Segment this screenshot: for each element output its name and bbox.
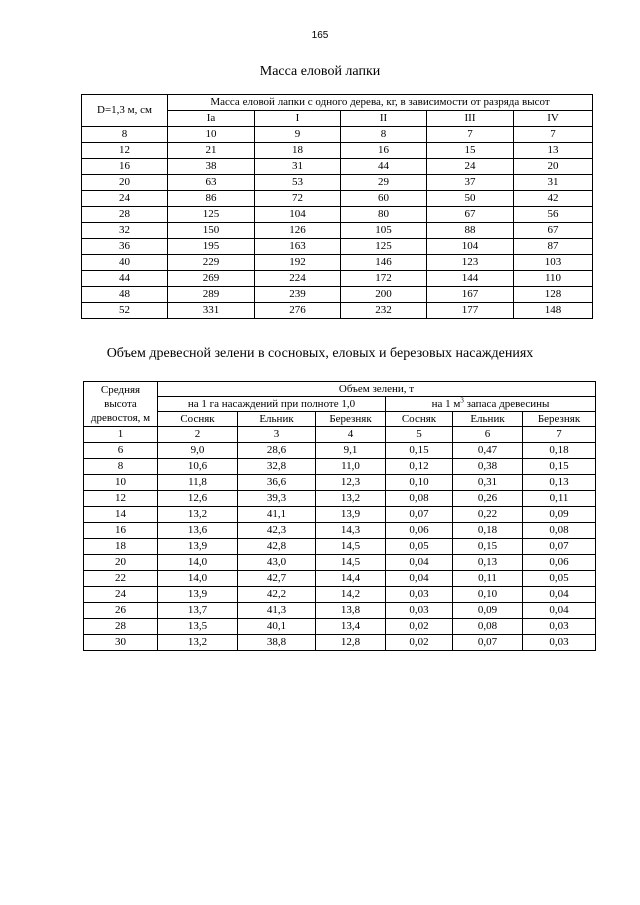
table-row bbox=[84, 539, 596, 555]
table-cell: 0,05 bbox=[386, 539, 453, 555]
table-cell: 42,7 bbox=[238, 571, 316, 587]
table-cell: 0,22 bbox=[453, 507, 523, 523]
table-cell: 192 bbox=[255, 255, 341, 271]
subgroup-prefix: на 1 м bbox=[431, 398, 461, 410]
table-cell: 13,8 bbox=[316, 603, 386, 619]
table1-row-header: D=1,3 м, см bbox=[82, 95, 168, 127]
table-cell: 30 bbox=[84, 635, 158, 651]
table-cell: 229 bbox=[168, 255, 255, 271]
table-cell: 52 bbox=[82, 303, 168, 319]
table1-col-header: Iа bbox=[168, 111, 255, 127]
table-cell: 0,03 bbox=[523, 619, 596, 635]
table-cell: 0,09 bbox=[453, 603, 523, 619]
table-cell: 0,18 bbox=[523, 443, 596, 459]
column-number-cell: 4 bbox=[316, 427, 386, 443]
subgroup-suffix: запаса древесины bbox=[463, 398, 550, 410]
table-cell: 150 bbox=[168, 223, 255, 239]
table-cell: 42,3 bbox=[238, 523, 316, 539]
table-cell: 28,6 bbox=[238, 443, 316, 459]
table-cell: 42,8 bbox=[238, 539, 316, 555]
table-cell: 103 bbox=[514, 255, 593, 271]
table-cell: 0,04 bbox=[523, 603, 596, 619]
table1-col-header: IV bbox=[514, 111, 593, 127]
table-cell: 42 bbox=[514, 191, 593, 207]
table2-subgroup-per-hectare: на 1 га насаждений при полноте 1,0 bbox=[158, 397, 386, 412]
spruce-branch-mass-table bbox=[81, 94, 593, 319]
table-cell: 125 bbox=[341, 239, 427, 255]
table-cell: 22 bbox=[84, 571, 158, 587]
table-row bbox=[82, 207, 593, 223]
table-cell: 14,2 bbox=[316, 587, 386, 603]
table-cell: 172 bbox=[341, 271, 427, 287]
column-number-cell: 1 bbox=[84, 427, 158, 443]
table-cell: 12,6 bbox=[158, 491, 238, 507]
table-cell: 13 bbox=[514, 143, 593, 159]
table-cell: 16 bbox=[84, 523, 158, 539]
table-cell: 14,4 bbox=[316, 571, 386, 587]
table-cell: 128 bbox=[514, 287, 593, 303]
table-cell: 7 bbox=[427, 127, 514, 143]
table-cell: 24 bbox=[82, 191, 168, 207]
table-row bbox=[84, 635, 596, 651]
table-cell: 24 bbox=[427, 159, 514, 175]
table-cell: 9,0 bbox=[158, 443, 238, 459]
column-number-row bbox=[84, 427, 596, 443]
table-cell: 38,8 bbox=[238, 635, 316, 651]
table-cell: 53 bbox=[255, 175, 341, 191]
table-cell: 6 bbox=[84, 443, 158, 459]
table2-row-header bbox=[84, 382, 158, 427]
table-cell: 123 bbox=[427, 255, 514, 271]
table2-subgroup-per-cubic-meter bbox=[386, 397, 596, 412]
table-cell: 0,15 bbox=[453, 539, 523, 555]
table1-group-header: Масса еловой лапки с одного дерева, кг, в зависимости от разряда высот bbox=[168, 95, 593, 111]
table-cell: 167 bbox=[427, 287, 514, 303]
table-cell: 0,47 bbox=[453, 443, 523, 459]
table-cell: 29 bbox=[341, 175, 427, 191]
table-cell: 0,15 bbox=[386, 443, 453, 459]
table-cell: 32,8 bbox=[238, 459, 316, 475]
table2-row-header-line: высота bbox=[104, 398, 137, 410]
table-cell: 11,8 bbox=[158, 475, 238, 491]
table-cell: 13,2 bbox=[158, 507, 238, 523]
table-cell: 0,08 bbox=[386, 491, 453, 507]
table-cell: 0,09 bbox=[523, 507, 596, 523]
table-cell: 0,02 bbox=[386, 635, 453, 651]
table2-species-header: Ельник bbox=[453, 412, 523, 427]
table-cell: 24 bbox=[84, 587, 158, 603]
table-cell: 0,02 bbox=[386, 619, 453, 635]
table-cell: 224 bbox=[255, 271, 341, 287]
table-cell: 86 bbox=[168, 191, 255, 207]
table-cell: 20 bbox=[82, 175, 168, 191]
table-cell: 0,04 bbox=[386, 555, 453, 571]
table-cell: 126 bbox=[255, 223, 341, 239]
table-row bbox=[84, 571, 596, 587]
table-cell: 269 bbox=[168, 271, 255, 287]
table-cell: 7 bbox=[514, 127, 593, 143]
table-cell: 13,9 bbox=[158, 539, 238, 555]
table-cell: 36 bbox=[82, 239, 168, 255]
table-row bbox=[84, 619, 596, 635]
table-cell: 44 bbox=[341, 159, 427, 175]
table-cell: 104 bbox=[255, 207, 341, 223]
table-cell: 0,03 bbox=[523, 635, 596, 651]
column-number-cell: 2 bbox=[158, 427, 238, 443]
table-cell: 42,2 bbox=[238, 587, 316, 603]
page-number: 165 bbox=[311, 30, 329, 41]
table-cell: 14,5 bbox=[316, 555, 386, 571]
table-row bbox=[82, 223, 593, 239]
table-cell: 331 bbox=[168, 303, 255, 319]
table-row bbox=[82, 191, 593, 207]
table-cell: 41,1 bbox=[238, 507, 316, 523]
table-cell: 0,03 bbox=[386, 603, 453, 619]
table2-species-header: Сосняк bbox=[386, 412, 453, 427]
table-cell: 0,26 bbox=[453, 491, 523, 507]
table-cell: 9,1 bbox=[316, 443, 386, 459]
table-cell: 144 bbox=[427, 271, 514, 287]
table-cell: 16 bbox=[341, 143, 427, 159]
table2-species-header: Ельник bbox=[238, 412, 316, 427]
table-cell: 10,6 bbox=[158, 459, 238, 475]
table-cell: 12 bbox=[84, 491, 158, 507]
table2-row-header-line: Средняя bbox=[100, 384, 141, 396]
table1-body bbox=[82, 127, 593, 319]
table-cell: 8 bbox=[84, 459, 158, 475]
table-cell: 88 bbox=[427, 223, 514, 239]
table-cell: 8 bbox=[341, 127, 427, 143]
table-cell: 195 bbox=[168, 239, 255, 255]
table-cell: 32 bbox=[82, 223, 168, 239]
table-cell: 163 bbox=[255, 239, 341, 255]
table-cell: 31 bbox=[514, 175, 593, 191]
table-row bbox=[84, 443, 596, 459]
table-cell: 0,11 bbox=[453, 571, 523, 587]
table-cell: 14 bbox=[84, 507, 158, 523]
table-cell: 8 bbox=[82, 127, 168, 143]
table-cell: 0,06 bbox=[523, 555, 596, 571]
table-cell: 200 bbox=[341, 287, 427, 303]
table-cell: 0,08 bbox=[523, 523, 596, 539]
table-cell: 10 bbox=[168, 127, 255, 143]
table-cell: 0,08 bbox=[453, 619, 523, 635]
table-row bbox=[82, 303, 593, 319]
table-cell: 87 bbox=[514, 239, 593, 255]
table-cell: 0,06 bbox=[386, 523, 453, 539]
table-cell: 48 bbox=[82, 287, 168, 303]
table-cell: 0,05 bbox=[523, 571, 596, 587]
table-row bbox=[82, 175, 593, 191]
table-cell: 56 bbox=[514, 207, 593, 223]
column-number-cell: 6 bbox=[453, 427, 523, 443]
table1-title: Масса еловой лапки bbox=[259, 64, 381, 79]
table-cell: 13,2 bbox=[158, 635, 238, 651]
table-cell: 0,04 bbox=[523, 587, 596, 603]
table1-col-header: III bbox=[427, 111, 514, 127]
table-cell: 28 bbox=[84, 619, 158, 635]
table-row bbox=[84, 603, 596, 619]
table-cell: 15 bbox=[427, 143, 514, 159]
table-cell: 13,9 bbox=[158, 587, 238, 603]
greenery-volume-table bbox=[83, 381, 596, 651]
table-row bbox=[84, 555, 596, 571]
table-cell: 276 bbox=[255, 303, 341, 319]
table-cell: 72 bbox=[255, 191, 341, 207]
table-cell: 125 bbox=[168, 207, 255, 223]
table-cell: 37 bbox=[427, 175, 514, 191]
table1-col-header: I bbox=[255, 111, 341, 127]
table1-col-header: II bbox=[341, 111, 427, 127]
table2-group-header: Объем зелени, т bbox=[158, 382, 596, 397]
table-cell: 0,18 bbox=[453, 523, 523, 539]
table2-species-header: Сосняк bbox=[158, 412, 238, 427]
table-cell: 0,13 bbox=[453, 555, 523, 571]
table-row bbox=[82, 159, 593, 175]
table-cell: 9 bbox=[255, 127, 341, 143]
table-cell: 36,6 bbox=[238, 475, 316, 491]
table-cell: 43,0 bbox=[238, 555, 316, 571]
table-cell: 39,3 bbox=[238, 491, 316, 507]
table-cell: 289 bbox=[168, 287, 255, 303]
table-cell: 16 bbox=[82, 159, 168, 175]
column-number-cell: 3 bbox=[238, 427, 316, 443]
cubic-superscript: 3 bbox=[460, 396, 464, 405]
table-cell: 40,1 bbox=[238, 619, 316, 635]
table-row bbox=[84, 491, 596, 507]
table-cell: 0,11 bbox=[523, 491, 596, 507]
table-row bbox=[84, 459, 596, 475]
table-cell: 31 bbox=[255, 159, 341, 175]
table-cell: 0,31 bbox=[453, 475, 523, 491]
table-cell: 12,8 bbox=[316, 635, 386, 651]
table-row bbox=[84, 475, 596, 491]
table-cell: 67 bbox=[427, 207, 514, 223]
table-cell: 0,10 bbox=[453, 587, 523, 603]
table-cell: 41,3 bbox=[238, 603, 316, 619]
table-cell: 0,12 bbox=[386, 459, 453, 475]
table-cell: 60 bbox=[341, 191, 427, 207]
table-cell: 0,38 bbox=[453, 459, 523, 475]
table-cell: 13,2 bbox=[316, 491, 386, 507]
table-cell: 0,07 bbox=[386, 507, 453, 523]
table-cell: 146 bbox=[341, 255, 427, 271]
table-cell: 14,3 bbox=[316, 523, 386, 539]
table-cell: 12 bbox=[82, 143, 168, 159]
table-cell: 0,07 bbox=[453, 635, 523, 651]
table-cell: 50 bbox=[427, 191, 514, 207]
table2-species-header: Березняк bbox=[523, 412, 596, 427]
table-row bbox=[82, 271, 593, 287]
table-cell: 0,10 bbox=[386, 475, 453, 491]
table-cell: 26 bbox=[84, 603, 158, 619]
table-cell: 11,0 bbox=[316, 459, 386, 475]
table-cell: 67 bbox=[514, 223, 593, 239]
table-cell: 13,9 bbox=[316, 507, 386, 523]
table-cell: 28 bbox=[82, 207, 168, 223]
table-cell: 12,3 bbox=[316, 475, 386, 491]
table-cell: 21 bbox=[168, 143, 255, 159]
table2-row-header-line: древостоя, м bbox=[90, 412, 151, 424]
table-cell: 80 bbox=[341, 207, 427, 223]
table-row bbox=[82, 239, 593, 255]
table-cell: 177 bbox=[427, 303, 514, 319]
table-cell: 0,07 bbox=[523, 539, 596, 555]
table-cell: 10 bbox=[84, 475, 158, 491]
table2-body bbox=[84, 427, 596, 651]
table-cell: 38 bbox=[168, 159, 255, 175]
table-cell: 0,04 bbox=[386, 571, 453, 587]
table-cell: 20 bbox=[514, 159, 593, 175]
table-cell: 0,03 bbox=[386, 587, 453, 603]
table-row bbox=[84, 507, 596, 523]
table2-species-header: Березняк bbox=[316, 412, 386, 427]
table-row bbox=[84, 523, 596, 539]
table-cell: 13,7 bbox=[158, 603, 238, 619]
table-cell: 40 bbox=[82, 255, 168, 271]
table-cell: 0,13 bbox=[523, 475, 596, 491]
table-cell: 148 bbox=[514, 303, 593, 319]
table-cell: 14,0 bbox=[158, 555, 238, 571]
table-cell: 13,6 bbox=[158, 523, 238, 539]
table-row bbox=[82, 127, 593, 143]
table-cell: 110 bbox=[514, 271, 593, 287]
table-cell: 14,0 bbox=[158, 571, 238, 587]
table2-title: Объем древесной зелени в сосновых, еловых и березовых насаждениях bbox=[106, 346, 534, 361]
table-cell: 232 bbox=[341, 303, 427, 319]
table-cell: 20 bbox=[84, 555, 158, 571]
table-cell: 63 bbox=[168, 175, 255, 191]
table-cell: 44 bbox=[82, 271, 168, 287]
column-number-cell: 5 bbox=[386, 427, 453, 443]
table-row bbox=[84, 587, 596, 603]
table-cell: 13,5 bbox=[158, 619, 238, 635]
table-cell: 13,4 bbox=[316, 619, 386, 635]
table-cell: 18 bbox=[255, 143, 341, 159]
table-cell: 104 bbox=[427, 239, 514, 255]
table-row bbox=[82, 287, 593, 303]
column-number-cell: 7 bbox=[523, 427, 596, 443]
table-row bbox=[82, 143, 593, 159]
table-cell: 14,5 bbox=[316, 539, 386, 555]
table-cell: 18 bbox=[84, 539, 158, 555]
table-row bbox=[82, 255, 593, 271]
table-cell: 0,15 bbox=[523, 459, 596, 475]
table-cell: 105 bbox=[341, 223, 427, 239]
table-cell: 239 bbox=[255, 287, 341, 303]
